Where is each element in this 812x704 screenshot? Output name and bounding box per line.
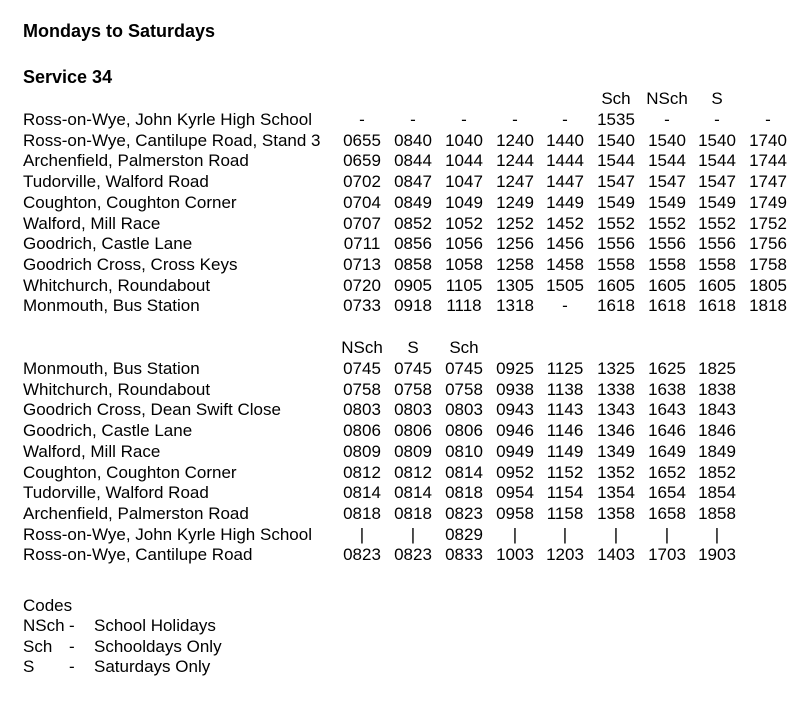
column-header: Sch: [601, 89, 631, 108]
time-cell: 1325: [597, 359, 635, 378]
time-cell: -: [410, 110, 416, 129]
stop-name: Coughton, Coughton Corner: [23, 462, 237, 482]
time-cell: 1744: [749, 151, 787, 171]
time-cell: -: [359, 110, 365, 129]
time-cell: 0814: [445, 462, 483, 482]
time-cell: 0720: [343, 275, 381, 295]
stop-name: Walford, Mill Race: [23, 441, 161, 461]
time-cell: 1556: [698, 234, 736, 254]
time-cell: -: [461, 110, 467, 129]
code-dash: -: [69, 636, 75, 656]
time-cell: 0833: [445, 545, 483, 565]
time-cell: 0713: [343, 254, 381, 274]
time-cell: 1556: [648, 234, 686, 254]
code-meaning: Schooldays Only: [94, 636, 222, 656]
time-cell: 1458: [546, 254, 584, 274]
time-cell: 1740: [749, 130, 787, 150]
code-code: S: [23, 657, 35, 677]
time-cell: 0810: [445, 441, 483, 461]
time-cell: 0758: [343, 379, 381, 399]
time-cell: 1849: [698, 441, 736, 461]
time-cell: 1346: [597, 421, 635, 441]
time-cell: 0858: [394, 254, 432, 274]
column-header: S: [407, 338, 419, 357]
time-cell: 1447: [546, 172, 584, 192]
time-cell: 0733: [343, 296, 381, 316]
time-cell: 1535: [597, 110, 635, 129]
time-cell: 1858: [698, 503, 736, 523]
time-cell: 0823: [394, 545, 432, 565]
stop-name: Whitchurch, Roundabout: [23, 379, 211, 399]
time-cell: |: [359, 524, 365, 544]
time-cell: 0806: [394, 421, 432, 441]
time-cell: 1444: [546, 151, 584, 171]
stop-name: Walford, Mill Race: [23, 213, 161, 233]
time-cell: 1818: [749, 296, 787, 316]
time-cell: 0954: [496, 483, 534, 503]
time-cell: 0823: [343, 545, 381, 565]
time-cell: 1758: [749, 254, 787, 274]
stop-name: Whitchurch, Roundabout: [23, 275, 211, 295]
time-cell: 0704: [343, 192, 381, 212]
stop-name: Goodrich, Castle Lane: [23, 421, 193, 441]
time-cell: 1558: [597, 254, 635, 274]
time-cell: 0852: [394, 213, 432, 233]
time-cell: 0806: [445, 421, 483, 441]
time-cell: 1643: [648, 400, 686, 420]
time-cell: 1056: [445, 234, 483, 254]
time-cell: 0938: [496, 379, 534, 399]
code-code: Sch: [23, 636, 53, 656]
time-cell: 1403: [597, 545, 635, 565]
time-cell: 0943: [496, 400, 534, 420]
time-cell: 1749: [749, 192, 787, 212]
time-cell: 1003: [496, 545, 534, 565]
stop-name: Goodrich, Castle Lane: [23, 234, 193, 254]
time-cell: 0702: [343, 172, 381, 192]
time-cell: 1318: [496, 296, 534, 316]
time-cell: 1756: [749, 234, 787, 254]
time-cell: 0655: [343, 130, 381, 150]
stop-name: Ross-on-Wye, Cantilupe Road: [23, 545, 253, 565]
time-cell: 0949: [496, 441, 534, 461]
time-cell: 1452: [546, 213, 584, 233]
time-cell: 1556: [597, 234, 635, 254]
time-cell: 0745: [445, 359, 483, 378]
time-cell: 0925: [496, 359, 534, 378]
time-cell: 1252: [496, 213, 534, 233]
stop-name: Tudorville, Walford Road: [23, 483, 209, 503]
time-cell: 1605: [597, 275, 635, 295]
stop-name: Tudorville, Walford Road: [23, 172, 209, 192]
time-cell: 0711: [343, 234, 381, 254]
time-cell: 1047: [445, 172, 483, 192]
time-cell: 0803: [394, 400, 432, 420]
time-cell: 1040: [445, 130, 483, 150]
time-cell: 1549: [648, 192, 686, 212]
time-cell: 1652: [648, 462, 686, 482]
time-cell: 0823: [445, 503, 483, 523]
time-cell: 1552: [597, 213, 635, 233]
time-cell: 0814: [343, 483, 381, 503]
time-cell: 1058: [445, 254, 483, 274]
time-cell: 1354: [597, 483, 635, 503]
code-meaning: Saturdays Only: [94, 657, 211, 677]
time-cell: 0829: [445, 524, 483, 544]
codes-title: Codes: [23, 596, 73, 615]
time-cell: 0745: [394, 359, 432, 378]
time-cell: 1247: [496, 172, 534, 192]
code-dash: -: [69, 616, 75, 635]
stop-name: Coughton, Coughton Corner: [23, 192, 237, 212]
stop-name: Ross-on-Wye, Cantilupe Road, Stand 3: [23, 130, 321, 150]
time-cell: 1152: [546, 462, 584, 482]
time-cell: 1649: [648, 441, 686, 461]
time-cell: 1549: [597, 192, 635, 212]
time-cell: 1558: [648, 254, 686, 274]
time-cell: 1305: [496, 275, 534, 295]
time-cell: |: [714, 524, 720, 544]
time-cell: 1540: [597, 130, 635, 150]
time-cell: 0812: [343, 462, 381, 482]
stop-name: Archenfield, Palmerston Road: [23, 151, 249, 171]
time-cell: -: [714, 110, 720, 129]
time-cell: 1846: [698, 421, 736, 441]
time-cell: 0918: [394, 296, 432, 316]
time-cell: -: [562, 110, 568, 129]
time-cell: |: [410, 524, 416, 544]
time-cell: 0849: [394, 192, 432, 212]
time-cell: 1146: [546, 421, 584, 441]
column-header: NSch: [646, 89, 688, 108]
time-cell: 1552: [698, 213, 736, 233]
service-title: Service 34: [23, 67, 113, 87]
time-cell: 1547: [648, 172, 686, 192]
time-cell: -: [765, 110, 771, 129]
column-header: NSch: [341, 338, 383, 357]
time-cell: 1052: [445, 213, 483, 233]
time-cell: 1338: [597, 379, 635, 399]
stop-name: Goodrich Cross, Dean Swift Close: [23, 400, 281, 420]
time-cell: 0814: [394, 483, 432, 503]
time-cell: 1658: [648, 503, 686, 523]
time-cell: 1618: [648, 296, 686, 316]
time-cell: 1852: [698, 462, 736, 482]
time-cell: 1703: [648, 545, 686, 565]
time-cell: 1258: [496, 254, 534, 274]
time-cell: 1747: [749, 172, 787, 192]
time-cell: 0905: [394, 275, 432, 295]
stop-name: Monmouth, Bus Station: [23, 296, 200, 316]
time-cell: 1203: [546, 545, 584, 565]
time-cell: 0856: [394, 234, 432, 254]
time-cell: |: [664, 524, 670, 544]
page-heading: Mondays to Saturdays: [23, 21, 216, 41]
column-header: Sch: [449, 338, 479, 357]
stop-name: Goodrich Cross, Cross Keys: [23, 254, 238, 274]
time-cell: 0844: [394, 151, 432, 171]
time-cell: 1249: [496, 192, 534, 212]
time-cell: 1752: [749, 213, 787, 233]
time-cell: 0847: [394, 172, 432, 192]
time-cell: 1240: [496, 130, 534, 150]
time-cell: 1854: [698, 483, 736, 503]
time-cell: 0758: [394, 379, 432, 399]
time-cell: 1143: [546, 400, 584, 420]
time-cell: 1125: [546, 359, 584, 378]
time-cell: 0745: [343, 359, 381, 378]
time-cell: 1118: [446, 296, 482, 316]
time-cell: 1440: [546, 130, 584, 150]
time-cell: -: [562, 296, 568, 316]
time-cell: 0758: [445, 379, 483, 399]
time-cell: 1843: [698, 400, 736, 420]
code-meaning: School Holidays: [94, 616, 216, 635]
time-cell: 1449: [546, 192, 584, 212]
time-cell: 1646: [648, 421, 686, 441]
time-cell: 0809: [343, 441, 381, 461]
time-cell: 1049: [445, 192, 483, 212]
time-cell: 0803: [445, 400, 483, 420]
time-cell: 1625: [648, 359, 686, 378]
time-cell: 1654: [648, 483, 686, 503]
time-cell: 0812: [394, 462, 432, 482]
time-cell: 1540: [698, 130, 736, 150]
time-cell: 1618: [698, 296, 736, 316]
time-cell: 1605: [698, 275, 736, 295]
time-cell: 1349: [597, 441, 635, 461]
time-cell: 1244: [496, 151, 534, 171]
time-cell: 1256: [496, 234, 534, 254]
time-cell: 1544: [698, 151, 736, 171]
code-dash: -: [69, 657, 75, 677]
time-cell: -: [664, 110, 670, 129]
time-cell: 1558: [698, 254, 736, 274]
time-cell: 0806: [343, 421, 381, 441]
time-cell: 1605: [648, 275, 686, 295]
time-cell: 1544: [597, 151, 635, 171]
time-cell: |: [613, 524, 619, 544]
code-code: NSch: [23, 616, 65, 635]
time-cell: 0818: [394, 503, 432, 523]
time-cell: 1343: [597, 400, 635, 420]
column-header: S: [711, 89, 723, 108]
time-cell: 0840: [394, 130, 432, 150]
time-cell: 1105: [445, 275, 483, 295]
stop-name: Monmouth, Bus Station: [23, 359, 200, 378]
stop-name: Ross-on-Wye, John Kyrle High School: [23, 524, 312, 544]
time-cell: 1825: [698, 359, 736, 378]
time-cell: 1618: [597, 296, 635, 316]
time-cell: 1805: [749, 275, 787, 295]
time-cell: 1138: [546, 379, 584, 399]
time-cell: 1540: [648, 130, 686, 150]
time-cell: 0707: [343, 213, 381, 233]
stop-name: Archenfield, Palmerston Road: [23, 503, 249, 523]
time-cell: |: [512, 524, 518, 544]
time-cell: 1352: [597, 462, 635, 482]
time-cell: 1638: [648, 379, 686, 399]
time-cell: 0958: [496, 503, 534, 523]
time-cell: 1549: [698, 192, 736, 212]
time-cell: 0946: [496, 421, 534, 441]
time-cell: 1903: [698, 545, 736, 565]
time-cell: 1456: [546, 234, 584, 254]
time-cell: 1552: [648, 213, 686, 233]
time-cell: 0818: [343, 503, 381, 523]
time-cell: -: [512, 110, 518, 129]
time-cell: 1044: [445, 151, 483, 171]
time-cell: 1547: [597, 172, 635, 192]
time-cell: 0803: [343, 400, 381, 420]
time-cell: 1358: [597, 503, 635, 523]
time-cell: 0659: [343, 151, 381, 171]
time-cell: 1149: [546, 441, 584, 461]
stop-name: Ross-on-Wye, John Kyrle High School: [23, 110, 312, 129]
time-cell: |: [562, 524, 568, 544]
time-cell: 0818: [445, 483, 483, 503]
time-cell: 1505: [546, 275, 584, 295]
time-cell: 1547: [698, 172, 736, 192]
time-cell: 1154: [546, 483, 584, 503]
time-cell: 1838: [698, 379, 736, 399]
time-cell: 1544: [648, 151, 686, 171]
time-cell: 0809: [394, 441, 432, 461]
time-cell: 1158: [546, 503, 584, 523]
time-cell: 0952: [496, 462, 534, 482]
